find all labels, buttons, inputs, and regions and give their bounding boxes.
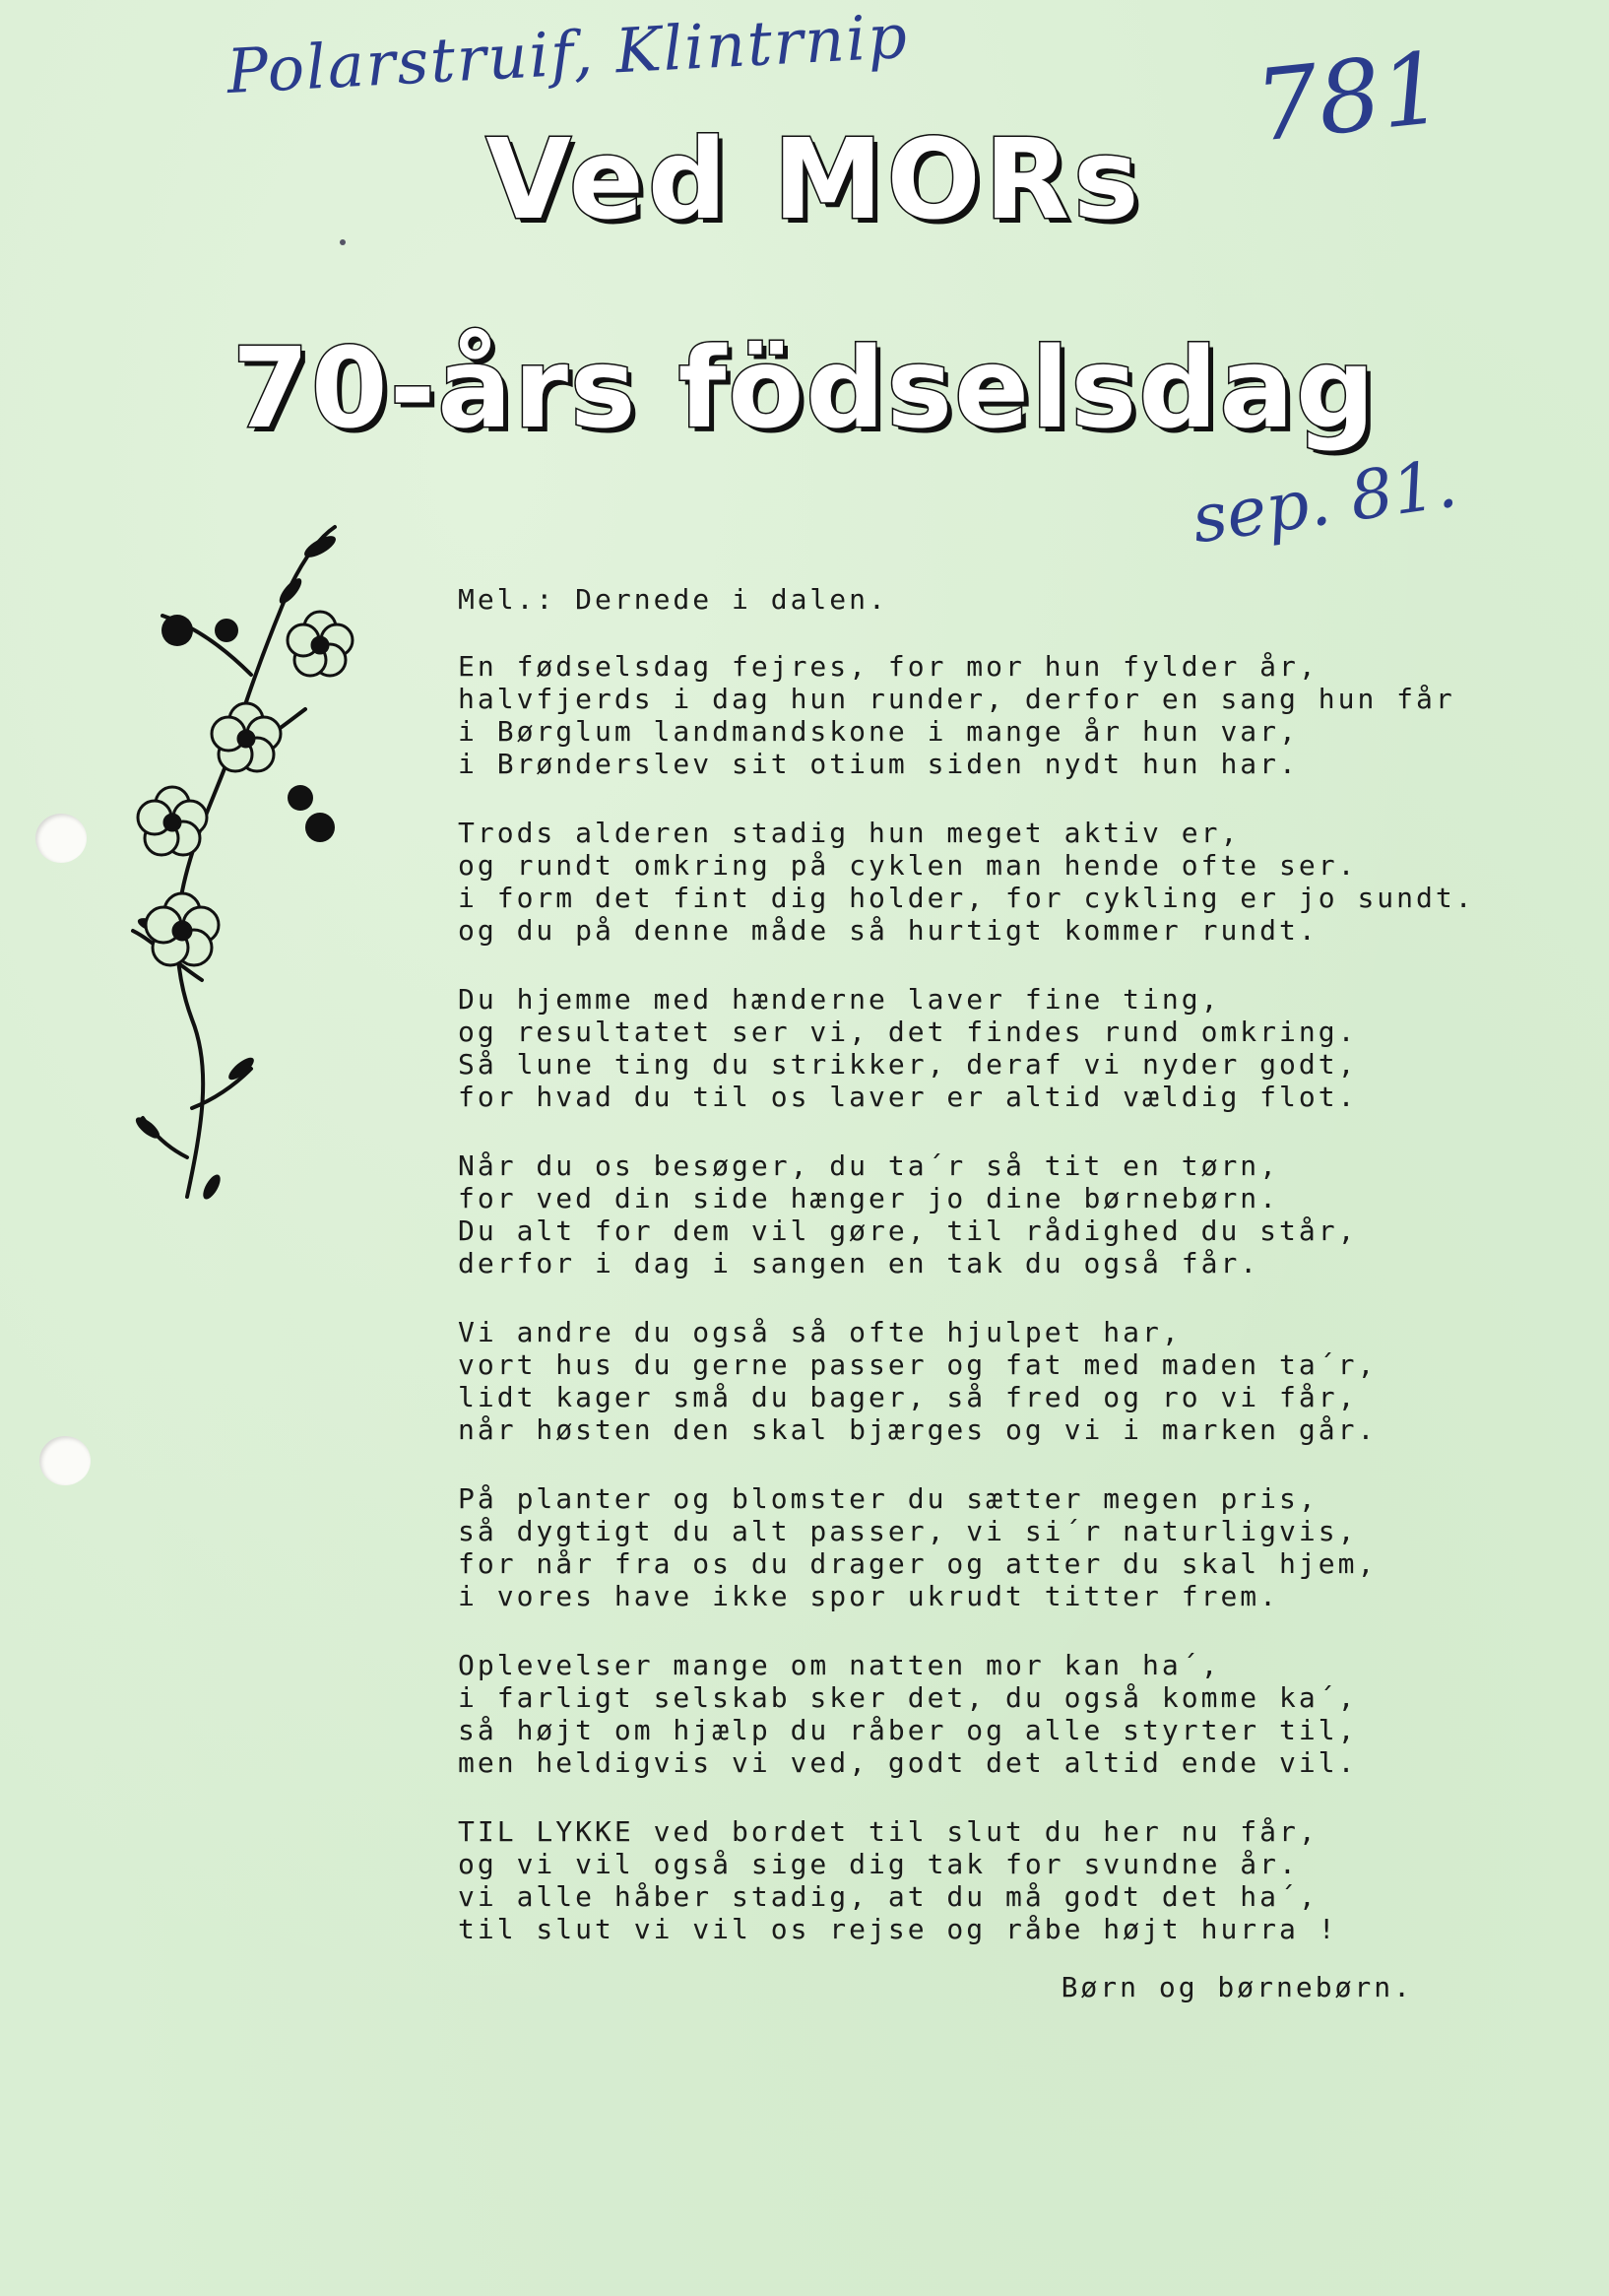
poem-line: for når fra os du drager og atter du skal hjem, [458, 1547, 1378, 1580]
stanza [458, 650, 1502, 780]
stanza [458, 817, 1502, 947]
stanza [458, 1482, 1502, 1612]
signature: Børn og børnebørn. [1061, 1971, 1413, 2003]
handwritten-note: Polarstruif, Klintrnip [225, 0, 911, 108]
stanza [458, 983, 1502, 1113]
poem-line: En fødselsdag fejres, for mor hun fylder år, [458, 650, 1319, 683]
poem-line: På planter og blomster du sætter megen pris, [458, 1482, 1319, 1515]
punch-hole [39, 1436, 91, 1485]
page-subtitle: 70-års födselsdag [231, 325, 1378, 453]
poem-line: vort hus du gerne passer og fat med maden ta´r, [458, 1348, 1378, 1381]
poem-line: halvfjerds i dag hun runder, derfor en sang hun får [458, 683, 1455, 715]
poem-line: i vores have ikke spor ukrudt titter frem. [458, 1580, 1280, 1612]
poem-line: og du på denne måde så hurtigt kommer rundt. [458, 914, 1319, 947]
poem-line: lidt kager små du bager, så fred og ro vi får, [458, 1381, 1358, 1413]
poem-line: Så lune ting du strikker, deraf vi nyder godt, [458, 1048, 1358, 1081]
handwritten-number: 781 [1250, 30, 1449, 164]
stanza [458, 1649, 1502, 1779]
poem-line: til slut vi vil os rejse og råbe højt hurra ! [458, 1913, 1338, 1945]
stanza [458, 1149, 1502, 1279]
poem-line: i Børglum landmandskone i mange år hun var, [458, 715, 1299, 748]
handwritten-date: sep. 81. [1187, 444, 1462, 559]
poem-line: og rundt omkring på cyklen man hende ofte ser. [458, 849, 1358, 882]
punch-hole [35, 814, 87, 863]
poem-line: og resultatet ser vi, det findes rund omkring. [458, 1016, 1358, 1048]
poem-line: Oplevelser mange om natten mor kan ha´, [458, 1649, 1221, 1681]
stanza [458, 1815, 1502, 1945]
poem-line: vi alle håber stadig, at du må godt det ha´, [458, 1880, 1319, 1913]
poem-line: Vi andre du også så ofte hjulpet har, [458, 1316, 1182, 1348]
poem-line: Når du os besøger, du ta´r så tit en tørn, [458, 1149, 1280, 1182]
poem-line: i farligt selskab sker det, du også komme ka´, [458, 1681, 1358, 1714]
page-title: Ved MORs [485, 116, 1143, 244]
poem-line: i Brønderslev sit otium siden nydt hun har. [458, 748, 1299, 780]
poem-line: når høsten den skal bjærges og vi i marken går. [458, 1413, 1378, 1446]
poem-line: for hvad du til os laver er altid vældig flot. [458, 1081, 1358, 1113]
melody-note: Mel.: Dernede i dalen. [458, 583, 888, 616]
flower-illustration [94, 517, 389, 1226]
poem-line: og vi vil også sige dig tak for svundne år. [458, 1848, 1299, 1880]
poem-line: så dygtigt du alt passer, vi si´r naturligvis, [458, 1515, 1358, 1547]
poem-line: i form det fint dig holder, for cykling er jo sundt. [458, 882, 1475, 914]
poem-line: derfor i dag i sangen en tak du også får. [458, 1247, 1260, 1279]
poem-line: Trods alderen stadig hun meget aktiv er, [458, 817, 1241, 849]
poem-line: Du hjemme med hænderne laver fine ting, [458, 983, 1221, 1016]
poem-line: Du alt for dem vil gøre, til rådighed du står, [458, 1214, 1358, 1247]
stanza [458, 1316, 1502, 1446]
ink-speck [340, 239, 346, 245]
poem-line: men heldigvis vi ved, godt det altid ende vil. [458, 1746, 1358, 1779]
poem-line: TIL LYKKE ved bordet til slut du her nu får, [458, 1815, 1319, 1848]
poem [458, 583, 1502, 2003]
poem-line: for ved din side hænger jo dine børnebørn. [458, 1182, 1280, 1214]
poem-line: så højt om hjælp du råber og alle styrter til, [458, 1714, 1358, 1746]
